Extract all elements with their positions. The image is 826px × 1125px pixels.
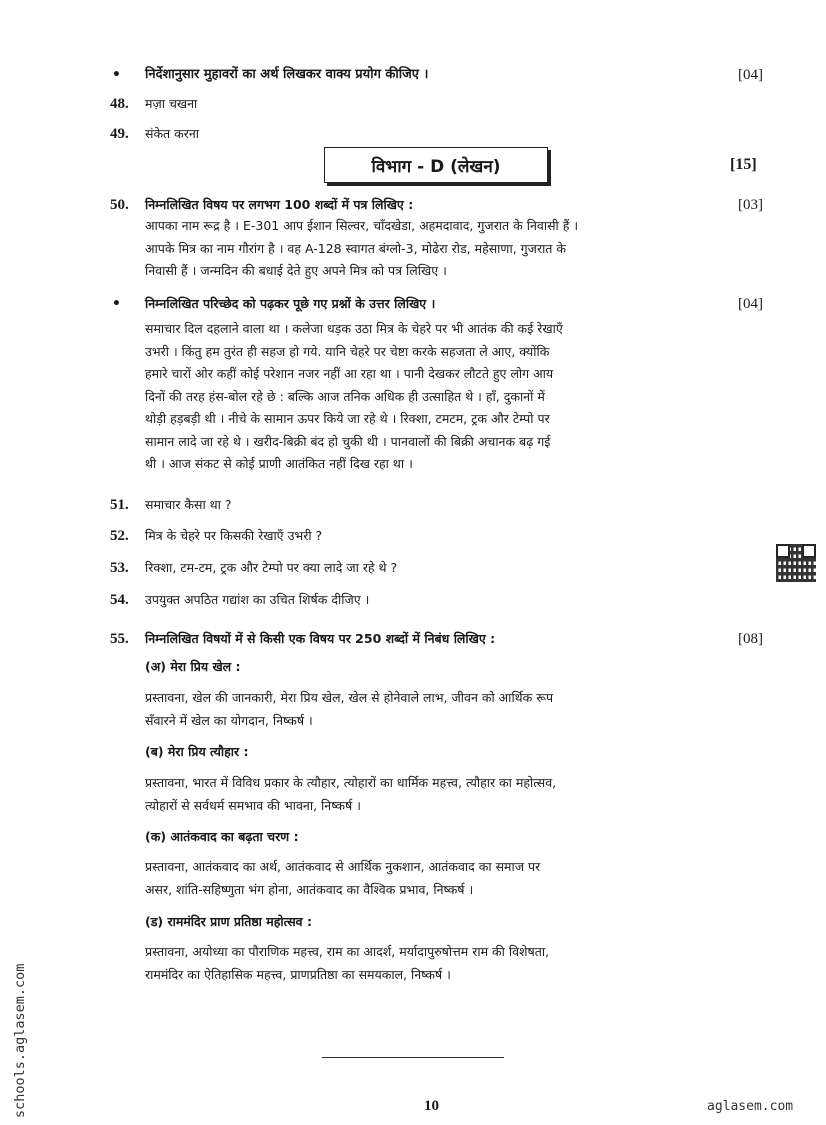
essay-topic-points: [145, 941, 549, 986]
passage-marks: [04]: [738, 296, 763, 312]
letter-marks: [03]: [738, 197, 763, 213]
question-number: 49.: [110, 126, 129, 142]
letter-body: [145, 215, 578, 283]
question-number: 53.: [110, 560, 129, 576]
passage-line: समाचार दिल दहलाने वाला था । कलेजा धड़क उठा मित्र के चेहरे पर भी आतंक की कई रेखाएँ: [145, 321, 563, 336]
section-title-box: [324, 147, 548, 183]
essay-topic-line: असर, शांति-सहिष्णुता भंग होना, आतंकवाद का वैश्विक प्रभाव, निष्कर्ष ।: [145, 881, 474, 897]
passage-line: थी । आज संकट से कोई प्राणी आतंकित नहीं दिख रहा था ।: [145, 456, 413, 471]
question-text: मित्र के चेहरे पर किसकी रेखाएँ उभरी ?: [145, 528, 323, 543]
essay-topic-title: (अ) मेरा प्रिय खेल :: [145, 659, 241, 674]
essay-topic-line: प्रस्तावना, अयोध्या का पौराणिक महत्त्व, राम का आदर्श, मर्यादापुरुषोत्तम राम की विशेषता,: [145, 944, 550, 959]
essay-topic-line: प्रस्तावना, आतंकवाद का अर्थ, आतंकवाद से आर्थिक नुकशान, आतंकवाद का समाज पर: [145, 859, 541, 874]
idioms-marks: [04]: [738, 67, 763, 83]
question-text: संकेत करना: [145, 126, 200, 141]
passage-line: दिनों की तरह हंस-बोल रहे छे : बल्कि आज तनिक अधिक ही उत्साहित थे । हाँ, दुकानों में: [145, 388, 545, 404]
essay-topic-line: सँवारने में खेल का योगदान, निष्कर्ष ।: [145, 712, 313, 728]
essay-marks: [08]: [738, 631, 763, 647]
passage-heading: निम्नलिखित परिच्छेद को पढ़कर पूछे गए प्रश्नों के उत्तर लिखिए ।: [145, 296, 436, 311]
question-text: मज़ा चखना: [145, 96, 198, 111]
bullet-icon: •: [112, 67, 121, 83]
essay-topic-title: (ब) मेरा प्रिय त्यौहार :: [145, 744, 249, 759]
footer-divider: [322, 1057, 504, 1058]
letter-line: आपका नाम रूद्र है । E-301 आप ईशान सिल्वर, चाँदखेडा, अहमदावाद, गुजरात के निवासी हैं ।: [145, 218, 579, 233]
essay-topic-line: त्योहारों से सर्वधर्म समभाव की भावना, निष्कर्ष ।: [145, 797, 361, 813]
vertical-watermark: schools.aglasem.com: [12, 963, 28, 1118]
essay-topic-title: (ड) राममंदिर प्राण प्रतिष्ठा महोत्सव :: [145, 914, 312, 929]
essay-topic-line: प्रस्तावना, खेल की जानकारी, मेरा प्रिय खेल, खेल से होनेवाले लाभ, जीवन को आर्थिक रूप: [145, 690, 554, 705]
passage-line: सामान लादे जा रहे थे । खरीद-बिक्री बंद हो चुकी थी । पानवालों की बिक्री अचानक बढ़ गई: [145, 433, 551, 449]
passage-line: हमारे चारों ओर कहीं कोई परेशान नजर नहीं आ रहा था । पानी देखकर लौटते हुए लोग आय: [145, 366, 554, 381]
bullet-icon: •: [112, 296, 121, 312]
question-text: समाचार कैसा था ?: [145, 497, 232, 512]
letter-line: आपके मित्र का नाम गौरांग है । वह A-128 स्वागत बंग्लो-3, मोढेरा रोड, महेसाणा, गुजरात के: [145, 240, 567, 256]
essay-topic-points: [145, 856, 540, 901]
question-number: 48.: [110, 96, 129, 112]
passage-line: थोड़ी हड़बड़ी थी । नीचे के सामान ऊपर किये जा रहे थे । रिक्शा, टमटम, ट्रक और टेम्पो पर: [145, 411, 550, 426]
qr-code-icon: [776, 544, 816, 582]
passage-body: [145, 318, 563, 476]
essay-topic-points: [145, 687, 553, 732]
question-number: 54.: [110, 592, 129, 608]
essay-topic-title: (क) आतंकवाद का बढ़ता चरण :: [145, 829, 299, 844]
question-number: 51.: [110, 497, 129, 513]
essay-topic-points: [145, 772, 556, 817]
essay-topic-line: प्रस्तावना, भारत में विविध प्रकार के त्यौहार, त्योहारों का धार्मिक महत्त्व, त्यौहार का महोत्सव,: [145, 775, 557, 790]
section-marks: [15]: [730, 156, 757, 173]
section-title: विभाग - D (लेखन): [371, 156, 501, 177]
essay-heading: निम्नलिखित विषयों में से किसी एक विषय पर 250 शब्दों में निबंध लिखिए :: [145, 631, 496, 646]
question-number: 50.: [110, 197, 129, 213]
question-text: उपयुक्त अपठित गद्यांश का उचित शिर्षक दीजिए ।: [145, 592, 370, 607]
essay-topic-line: राममंदिर का ऐतिहासिक महत्त्व, प्राणप्रतिष्ठा का समयकाल, निष्कर्ष ।: [145, 966, 451, 982]
site-watermark: aglasem.com: [707, 1099, 794, 1114]
page-number: 10: [424, 1098, 439, 1114]
passage-line: उभरी । किंतु हम तुरंत ही सहज हो गये. यानि चेहरे पर चेष्टा करके सहजता ले आए, क्योंकि: [145, 343, 550, 359]
letter-line: निवासी हैं । जन्मदिन की बधाई देते हुए अपने मित्र को पत्र लिखिए ।: [145, 263, 447, 278]
letter-heading: निम्नलिखित विषय पर लगभग 100 शब्दों में पत्र लिखिए :: [145, 197, 414, 212]
question-number: 55.: [110, 631, 129, 647]
question-text: रिक्शा, टम-टम, ट्रक और टेम्पो पर क्या लादे जा रहे थे ?: [145, 560, 398, 575]
idioms-instruction: निर्देशानुसार मुहावरों का अर्थ लिखकर वाक्य प्रयोग कीजिए ।: [145, 67, 429, 82]
question-number: 52.: [110, 528, 129, 544]
